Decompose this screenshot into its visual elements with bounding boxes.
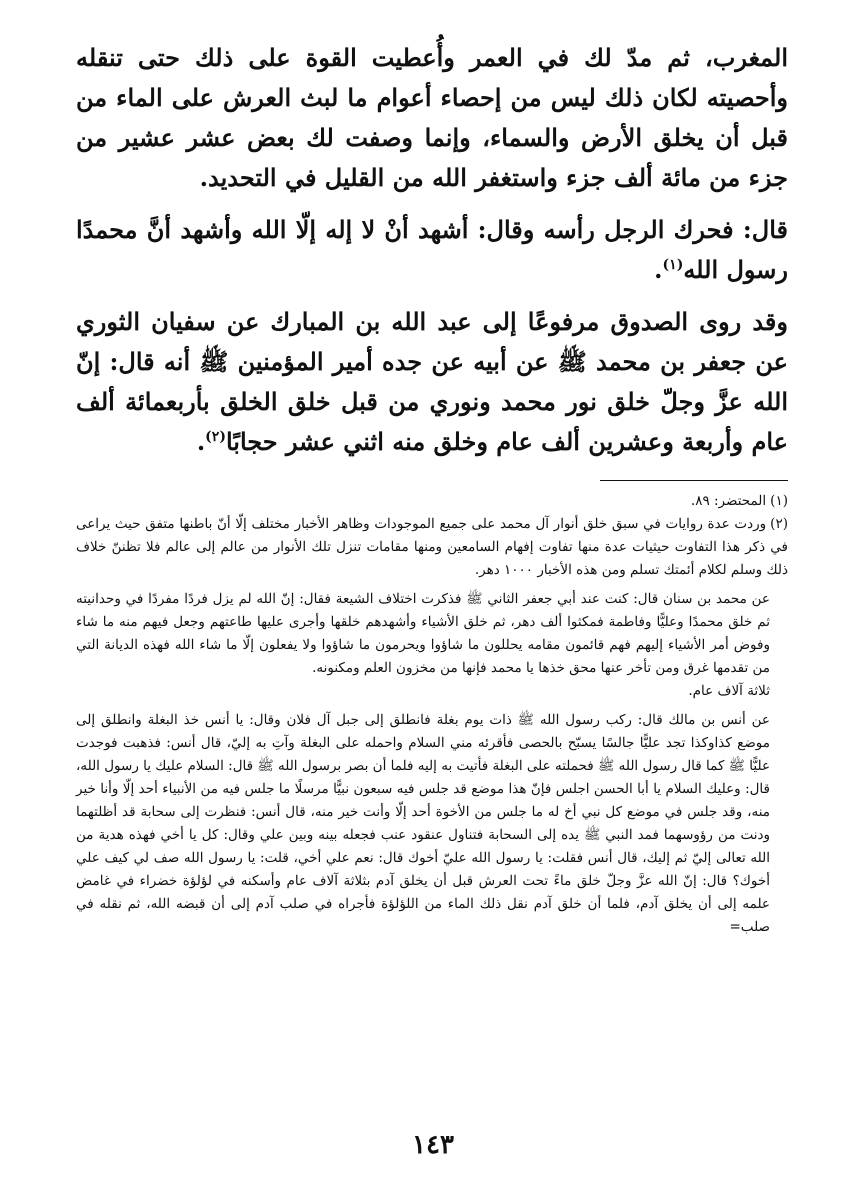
paragraph-2-end: . [654, 255, 663, 284]
footnote-1-text: المحتضر: ٨٩. [690, 493, 767, 509]
paragraph-3 [76, 302, 788, 462]
footnote-2-narration-1: عن محمد بن سنان قال: كنت عند أبي جعفر الثاني ﷺ فذكرت اختلاف الشيعة فقال: إنّ الله لم يزل فردًا مفردًا في وحدانيته ثم خلق محمدًا وعليًّا وفاطمة فمكثوا ألف دهر، ثم خلق الأشياء وأشهدهم خلقها وأجرى عليها طاعتهم وجعل فيهم منه ما شاء وفوض أمر الأشياء إليهم فهم قائمون مقامه يحللون ما شاؤوا ويحرمون ما شاؤوا ولا يفعلون إلّا ما شاء الله فهذه الديانة التي من تقدمها غرق ومن تأخر عنها محق خذها يا محمد فإنها من مخزون العلم ومكنونه. [76, 591, 770, 676]
footnote-2-number: (٢) [770, 516, 788, 532]
footnote-1 [76, 490, 788, 513]
paragraph-2 [76, 210, 788, 290]
footnote-2 [76, 513, 788, 582]
footnote-2-heading: ثلاثة آلاف عام. [688, 683, 770, 699]
footnote-2-narration-2: عن أنس بن مالك قال: ركب رسول الله ﷺ ذات يوم بغلة فانطلق إلى جبل آل فلان وقال: يا أنس خذ البغلة وانطلق إلى موضع كذاوكذا تجد عليًّا جالسًا يسبّح بالحصى فأقرئه مني السلام واحمله على البغلة وآتِ به إليّ، قال أنس: فذهبت فوجدت عليًّا ﷺ كما قال رسول الله ﷺ فحملته على البغلة فأتيت به إليه فلما أن بصر برسول الله ﷺ قال: السلام عليك يا رسول الله، قال: وعليك السلام يا أبا الحسن اجلس فإنّ هذا موضع قد جلس فيه سبعون نبيًّا مرسلًا ما جلس فيه من الأنبياء أحد إلّا وأنا خير منه، وقد جلس في موضع كل نبي أخ له ما جلس من الأخوة أحد إلّا وأنت خير منه، قال أنس: فنظرت إلى سحابة قد أظلتهما ودنت من رؤوسهما فمد النبي ﷺ يده إلى السحابة فتناول عنقود عنب فجعله بينه وبين علي وقال: كل يا أخي فهذه هدية من الله تعالى إليّ ثم إليك، قال أنس فقلت: يا رسول الله عليّ أخوك قال: نعم علي أخي، قلت: يا رسول الله صف لي كيف علي أخوك؟ قال: إنّ الله عزَّ وجلّ خلق ماءً تحت العرش قبل أن يخلق آدم بثلاثة آلاف عام وأسكنه في لؤلؤة خضراء في غامض علمه إلى أن يخلق آدم، فلما أن خلق آدم نقل ذلك الماء من اللؤلؤة فأجراه في صلب آدم إلى أن قبضه الله، ثم نقله في صلب= [76, 712, 770, 935]
paragraph-3-text: وقد روى الصدوق مرفوعًا إلى عبد الله بن المبارك عن سفيان الثوري عن جعفر بن محمد ﷺ عن أبيه عن جده أمير المؤمنين ﷺ أنه قال: إنّ الله عزَّ وجلّ خلق نور محمد ونوري من قبل خلق الخلق بأربعمائة ألف عام وأربعة وعشرين ألف عام وخلق منه اثني عشر حجابًا [76, 307, 788, 456]
page-number: ١٤٣ [412, 1130, 454, 1160]
footnote-ref-2[interactable]: (٢) [205, 429, 226, 445]
paragraph-1: المغرب، ثم مدّ لك في العمر وأُعطيت القوة على ذلك حتى تنقله وأحصيته لكان ذلك ليس من إحصاء أعوام ما لبث العرش على الماء من قبل أن يخلق الأرض والسماء، وإنما وصفت لك بعض عشر عشير من جزء من مائة ألف جزء واستغفر الله من القليل في التحديد. [76, 43, 789, 192]
footnote-divider [600, 480, 788, 481]
paragraph-2-text: قال: فحرك الرجل رأسه وقال: أشهد أنْ لا إله إلّا الله وأشهد أنَّ محمدًا رسول الله [76, 215, 788, 284]
footnote-ref-1[interactable]: (١) [662, 257, 684, 273]
footnotes [76, 490, 788, 939]
paragraph-3-end: . [196, 427, 206, 456]
main-text [76, 38, 788, 468]
footnote-1-number: (١) [770, 493, 788, 509]
footnote-2-text: وردت عدة روايات في سبق خلق أنوار آل محمد على جميع الموجودات وظاهر الأخبار مختلف إلّا أنّ باطنها متفق حيث يراعى في ذكر هذا التفاوت حيثيات عدة منها تفاوت إفهام السامعين ومنها مقامات تنزل تلك الأنوار من عالم إلى عالم فلا تظننّ خلاف ذلك وسلم لكلام أئمتك تسلم ومن هذه الأخبار ١٠٠٠ دهر. [76, 516, 788, 578]
